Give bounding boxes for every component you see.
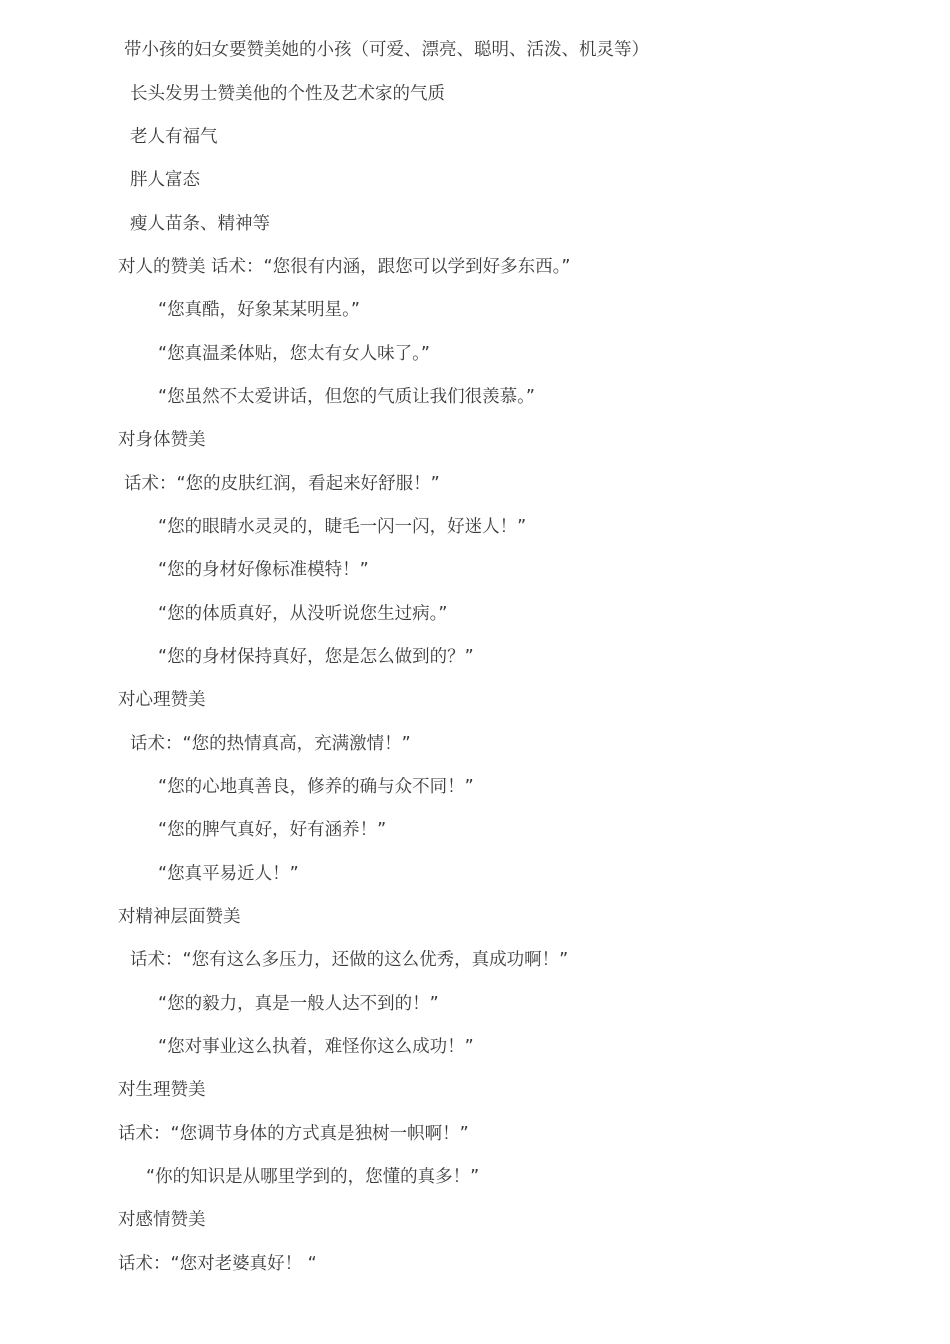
script-line: 话术：“您有这么多压力，还做的这么优秀，真成功啊！” [130,950,569,970]
quote-line: “您的体质真好，从没听说您生过病。” [158,604,448,624]
quote-line: “你的知识是从哪里学到的，您懂的真多！” [146,1167,480,1187]
text-line: 瘦人苗条、精神等 [130,214,270,234]
quote-line: “您的毅力，真是一般人达不到的！” [158,994,439,1014]
text-line: 长头发男士赞美他的个性及艺术家的气质 [130,84,445,104]
quote-line: “您的脾气真好，好有涵养！” [158,820,387,840]
section-heading: 对精神层面赞美 [118,907,241,927]
quote-line: “您虽然不太爱讲话，但您的气质让我们很羡慕。” [158,387,535,407]
text-line: 老人有福气 [130,127,218,147]
quote-line: “您真平易近人！” [158,864,299,884]
quote-line: “您真温柔体贴，您太有女人味了。” [158,344,430,364]
script-line: 话术：“您调节身体的方式真是独树一帜啊！” [118,1124,469,1144]
script-line: 话术：“您的热情真高，充满激情！” [130,734,411,754]
quote-line: “您的身材保持真好，您是怎么做到的？” [158,647,474,667]
section-heading: 对生理赞美 [118,1080,206,1100]
section-heading: 对感情赞美 [118,1210,206,1230]
text-line: 带小孩的妇女要赞美她的小孩（可爱、漂亮、聪明、活泼、机灵等） [124,40,649,60]
section-heading: 对身体赞美 [118,430,206,450]
script-line: 话术：“您的皮肤红润，看起来好舒服！” [124,474,440,494]
quote-line: “您真酷，好象某某明星。” [158,300,360,320]
section-heading-line: 对人的赞美 话术：“您很有内涵，跟您可以学到好多东西。” [118,257,571,277]
section-heading: 对心理赞美 [118,690,206,710]
script-line: 话术：“您对老婆真好！ “ [118,1254,317,1274]
quote-line: “您的心地真善良，修养的确与众不同！” [158,777,474,797]
quote-line: “您的眼睛水灵灵的，睫毛一闪一闪，好迷人！” [158,517,527,537]
quote-line: “您的身材好像标准模特！” [158,560,369,580]
text-line: 胖人富态 [130,170,200,190]
quote-line: “您对事业这么执着，难怪你这么成功！” [158,1037,474,1057]
